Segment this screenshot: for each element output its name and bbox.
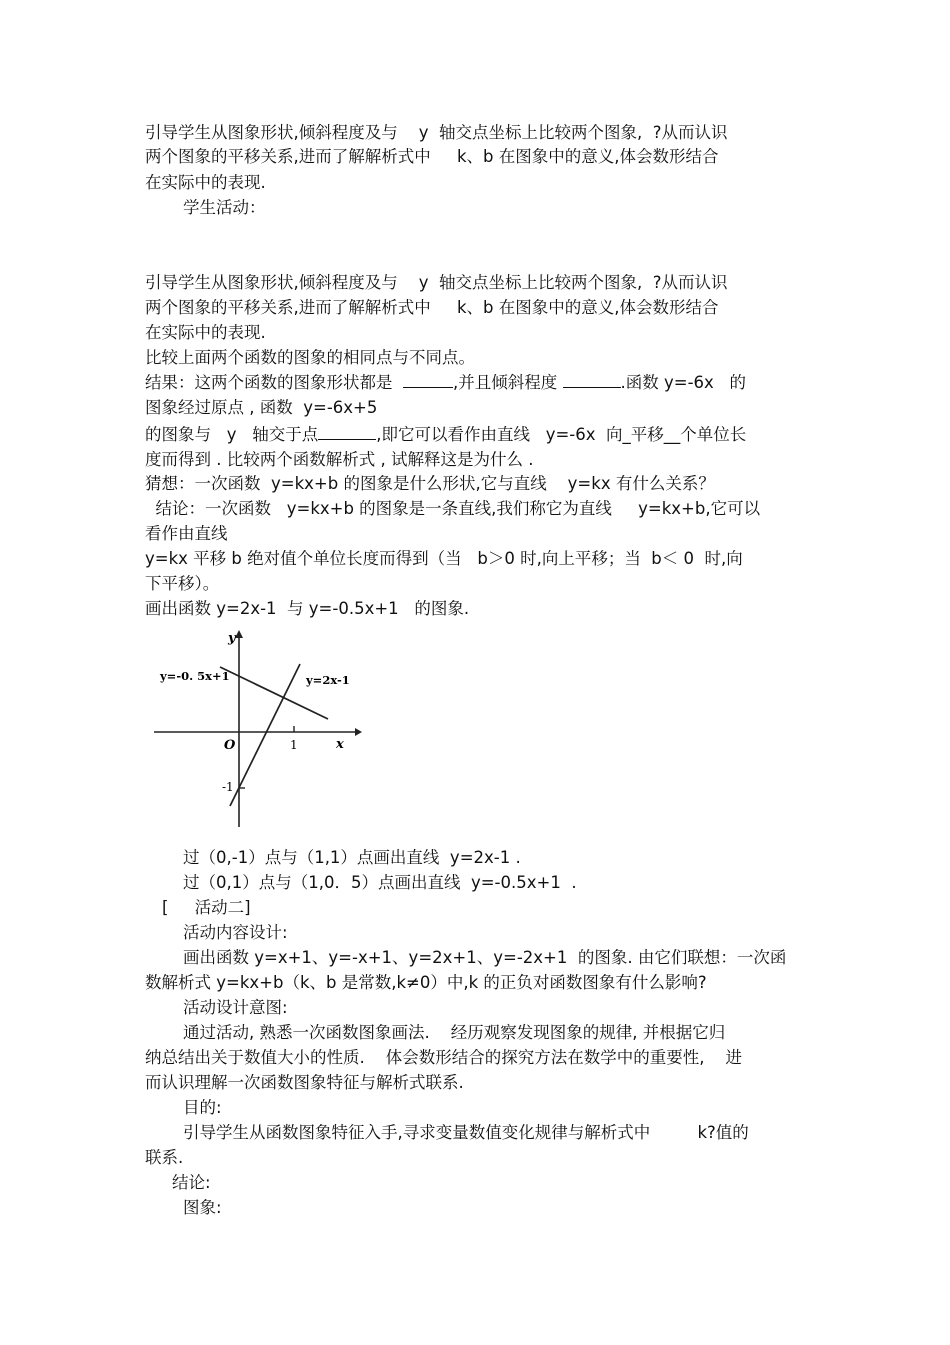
result-line	[145, 372, 746, 394]
x-axis-label: x	[336, 737, 344, 752]
intent-line: 而认识理解一次函数图象特征与解析式联系.	[145, 1073, 464, 1092]
goal-line: 联系.	[145, 1148, 184, 1167]
paragraph-line: 在实际中的表现.	[145, 173, 266, 192]
y-axis-label: y	[228, 631, 236, 646]
result-line: 度而得到 . 比较两个函数解析式 , 试解释这是为什么 .	[145, 450, 534, 469]
intent-line: 通过活动, 熟悉一次函数图象画法. 经历观察发现图象的规律, 并根据它归	[183, 1023, 726, 1042]
figure-label: 图象:	[183, 1198, 222, 1217]
design-label: 活动内容设计:	[183, 923, 288, 942]
design-line: 画出函数 y=x+1、y=-x+1、y=2x+1、y=-2x+1 的图象. 由它们联想：一次函	[183, 948, 787, 967]
design-line: 数解析式 y=kx+b（k、b 是常数,k≠0）中,k 的正负对函数图象有什么影响?	[145, 973, 707, 992]
line-y-2x-minus-1	[230, 664, 300, 806]
guess-line: 猜想：一次函数 y=kx+b 的图象是什么形状,它与直线 y=kx 有什么关系？	[145, 474, 715, 493]
step-line: 过（0,1）点与（1,0．5）点画出直线 y=-0.5x+1 .	[183, 873, 577, 892]
paragraph-line: 引导学生从图象形状,倾斜程度及与 y 轴交点坐标上比较两个图象, ?从而认识	[145, 273, 728, 292]
intent-line: 纳总结出关于数值大小的性质. 体会数形结合的探究方法在数学中的重要性, 进	[145, 1048, 742, 1067]
origin-label: O	[224, 738, 236, 753]
paragraph-line: 两个图象的平移关系,进而了解解析式中 k、b 在图象中的意义,体会数形结合	[145, 147, 719, 166]
conclusion-line: y=kx 平移 b 绝对值个单位长度而得到（当 b＞0 时,向上平移；当 b＜ 0 时,向	[145, 549, 743, 568]
result-text-1: 结果：这两个函数的图象形状都是	[145, 373, 403, 392]
step-line: 过（0,-1）点与（1,1）点画出直线 y=2x-1 .	[183, 848, 521, 867]
paragraph-line: 引导学生从图象形状,倾斜程度及与 y 轴交点坐标上比较两个图象, ?从而认识	[145, 123, 728, 142]
result-text-4: 的图象与 y 轴交于点	[145, 425, 319, 444]
y-axis-arrow	[235, 630, 243, 638]
conclusion-line: 下平移）。	[145, 574, 220, 593]
line-b-label: y=2x-1	[306, 673, 350, 687]
answer-blank	[403, 373, 453, 388]
paragraph-line: 两个图象的平移关系,进而了解解析式中 k、b 在图象中的意义,体会数形结合	[145, 298, 719, 317]
function-graph	[150, 622, 365, 832]
x-tick-label: 1	[290, 738, 298, 752]
conclusion-line: 看作由直线	[145, 524, 228, 543]
answer-blank	[318, 425, 376, 440]
result-text-3: .函数 y=-6x 的	[620, 373, 747, 392]
compare-line: 比较上面两个函数的图象的相同点与不同点。	[145, 348, 475, 367]
result-line	[145, 424, 746, 446]
x-axis-arrow	[355, 728, 362, 736]
conclusion-line: 结论：一次函数 y=kx+b 的图象是一条直线,我们称它为直线 y=kx+b,它可以	[145, 499, 761, 518]
answer-blank	[563, 373, 621, 388]
y-tick-label: -1	[222, 780, 234, 794]
result-text-2: ,并且倾斜程度	[453, 373, 563, 392]
paragraph-line: 在实际中的表现.	[145, 323, 266, 342]
line-a-label: y=-0. 5x+1	[160, 669, 230, 683]
goal-line: 引导学生从函数图象特征入手,寻求变量数值变化规律与解析式中 k?值的	[183, 1123, 749, 1142]
goal-label: 目的:	[183, 1098, 222, 1117]
student-activity-label: 学生活动：	[183, 198, 266, 217]
draw-instruction: 画出函数 y=2x-1 与 y=-0.5x+1 的图象.	[145, 599, 470, 618]
conclusion-label: 结论:	[172, 1173, 211, 1192]
result-text-5: ,即它可以看作由直线 y=-6x 向_平移__个单位长	[376, 425, 747, 444]
intent-label: 活动设计意图:	[183, 998, 288, 1017]
result-line: 图象经过原点 , 函数 y=-6x+5	[145, 398, 378, 417]
activity2-heading: [ 活动二]	[162, 898, 251, 917]
